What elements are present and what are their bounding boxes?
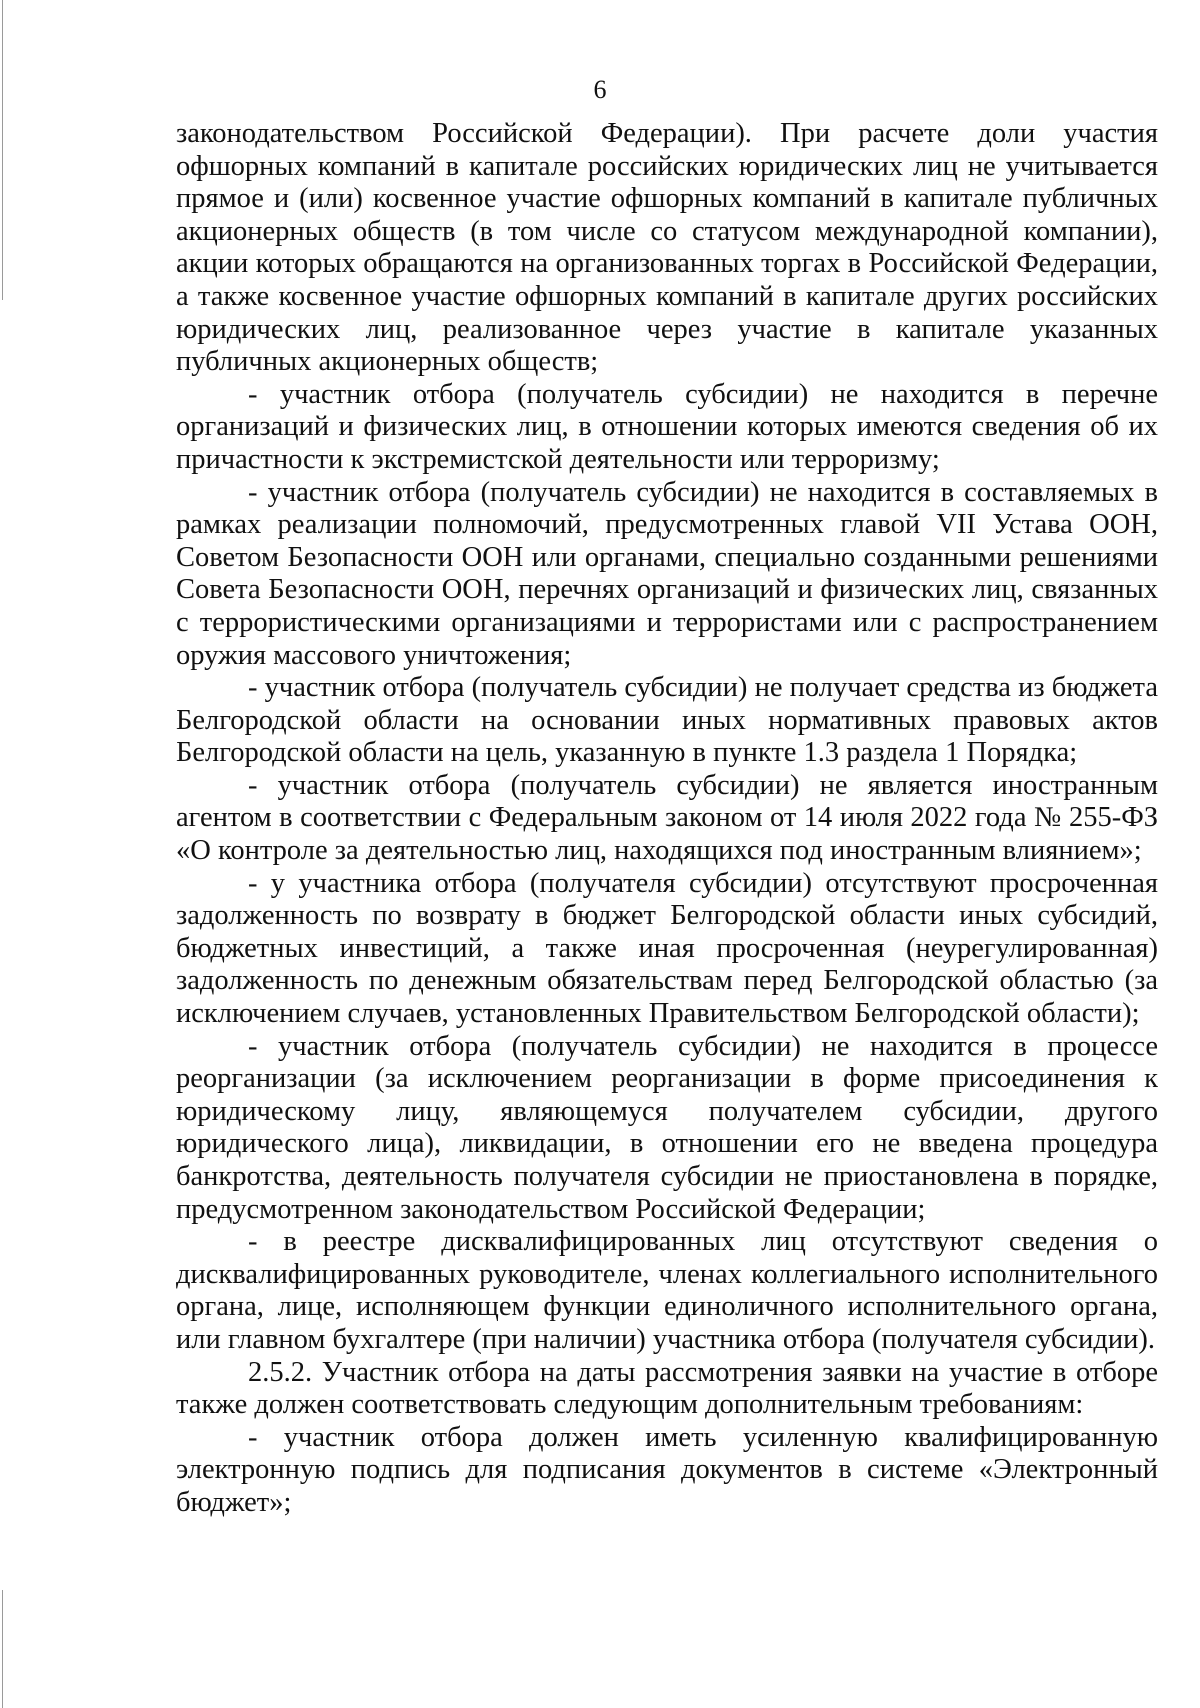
document-body xyxy=(176,118,1158,1520)
paragraph-electronic-signature: - участник отбора должен иметь усиленную квалифицированную электронную подпись для подписания документов в системе «Электронный бюджет»; xyxy=(176,1421,1158,1518)
paragraph-disqualified-persons-registry: - в реестре дисквалифицированных лиц отсутствуют сведения о дисквалифицированных руководителе, членах коллегиального исполнительного органа, лице, исполняющем функции единоличного исполнительного органа, или главном бухгалтере (при наличии) участника отбора (получателя субсидии). xyxy=(176,1226,1158,1355)
scan-edge-mark xyxy=(2,0,3,300)
paragraph-section-2-5-2: 2.5.2. Участник отбора на даты рассмотрения заявки на участие в отборе также должен соответствовать следующим дополнительным требованиям: xyxy=(176,1356,1158,1421)
paragraph-no-reorganization: - участник отбора (получатель субсидии) не находится в процессе реорганизации (за исключением реорганизации в форме присоединения к юридическому лицу, являющемуся получателем субсидии, другого юридического лица), ликвидации, в отношении его не введена процедура банкротства, деятельность получателя субсидии не приостановлена в порядке, предусмотренном законодательством Российской Федерации; xyxy=(176,1030,1158,1225)
paragraph-un-security-council-lists: - участник отбора (получатель субсидии) не находится в составляемых в рамках реализации полномочий, предусмотренных главой VII Устава ООН, Советом Безопасности ООН или органами, специально созданными решениями Совета Безопасности ООН, перечнях организаций и физических лиц, связанных с террористическими организациями и террористами или с распространением оружия массового уничтожения; xyxy=(176,476,1158,671)
paragraph-extremism-list: - участник отбора (получатель субсидии) не находится в перечне организаций и физических лиц, в отношении которых имеются сведения об их причастности к экстремистской деятельности или терроризму; xyxy=(176,378,1158,475)
scan-edge-mark xyxy=(2,1590,3,1708)
paragraph-not-foreign-agent: - участник отбора (получатель субсидии) не является иностранным агентом в соответствии с Федеральным законом от 14 июля 2022 года № 255-ФЗ «О контроле за деятельностью лиц, находящихся под иностранным влиянием»; xyxy=(176,769,1158,867)
page-number: 6 xyxy=(593,75,607,104)
paragraph-no-overdue-debt: - у участника отбора (получателя субсидии) отсутствуют просроченная задолженность по возврату в бюджет Белгородской области иных субсидий, бюджетных инвестиций, а также иная просроченная (неурегулированная) задолженность по денежным обязательствам перед Белгородской областью (за исключением случаев, установленных Правительством Белгородской области); xyxy=(176,867,1158,1030)
paragraph-offshore-participation: законодательством Российской Федерации). При расчете доли участия офшорных компаний в капитале российских юридических лиц не учитывается прямое и (или) косвенное участие офшорных компаний в капитале публичных акционерных обществ (в том числе со статусом международной компании), акции которых обращаются на организованных торгах в Российской Федерации, а также косвенное участие офшорных компаний в капитале других российских юридических лиц, реализованное через участие в капитале указанных публичных акционерных обществ; xyxy=(176,118,1158,378)
paragraph-no-other-budget-funds: - участник отбора (получатель субсидии) не получает средства из бюджета Белгородской области на основании иных нормативных правовых актов Белгородской области на цель, указанную в пункте 1.3 раздела 1 Порядка; xyxy=(176,672,1158,769)
